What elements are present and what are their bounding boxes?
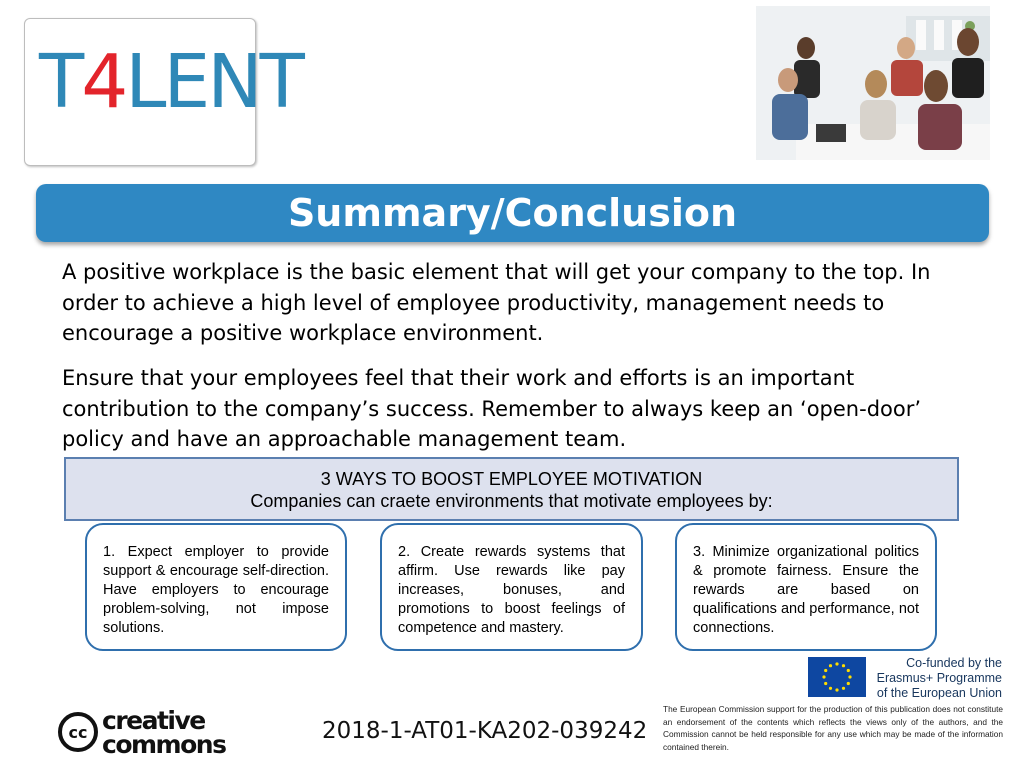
creative-commons-logo: [58, 707, 254, 757]
project-code: 2018-1-AT01-KA202-039242: [322, 718, 648, 744]
svg-text:cc: cc: [68, 723, 88, 742]
eu-disclaimer: The European Commission support for the production of this publication does not constitute an endorsement of the contents which reflects the views only of the authors, and the Commission cannot be held responsible for any use which may be made of the information contained therein.: [663, 704, 1003, 752]
paragraph-positive-workplace: A positive workplace is the basic element that will get your company to the top. In order to achieve a high level of employee productivity, management needs to encourage a positive workplace environment.: [62, 260, 931, 345]
logo-text: T4LENT: [39, 39, 302, 125]
t4lent-logo: [24, 18, 302, 166]
title-banner: [36, 184, 989, 242]
cc-line1: creative: [102, 707, 205, 735]
motivation-subtitle: Companies can craete environments that motivate employees by:: [250, 491, 773, 511]
motivation-title: 3 WAYS TO BOOST EMPLOYEE MOTIVATION: [320, 469, 703, 489]
paragraph-open-door-policy: Ensure that your employees feel that their work and efforts is an important contribution to the company’s success. Remember to always keep an ‘open-door’ policy and have an approachable management team.: [62, 366, 922, 451]
cofunded-text: Co-funded by the Erasmus+ Programme of the European Union: [876, 656, 1002, 700]
eu-flag-icon: [808, 657, 866, 697]
motivation-header-box: [64, 457, 959, 521]
cc-line2: commons: [102, 730, 226, 757]
motivation-card-2: 2. Create rewards systems that affirm. Use rewards like pay increases, bonuses, and promotions to boost feelings of competence and mastery.: [380, 523, 643, 651]
motivation-card-1: 1. Expect employer to provide support & encourage self-direction. Have employers to encourage problem-solving, not impose solutions.: [85, 523, 347, 651]
team-meeting-photo: [756, 6, 990, 160]
motivation-card-3: 3. Minimize organizational politics & promote fairness. Ensure the rewards are based on qualifications and performance, not connections.: [675, 523, 937, 651]
page-title: Summary/Conclusion: [287, 191, 738, 235]
